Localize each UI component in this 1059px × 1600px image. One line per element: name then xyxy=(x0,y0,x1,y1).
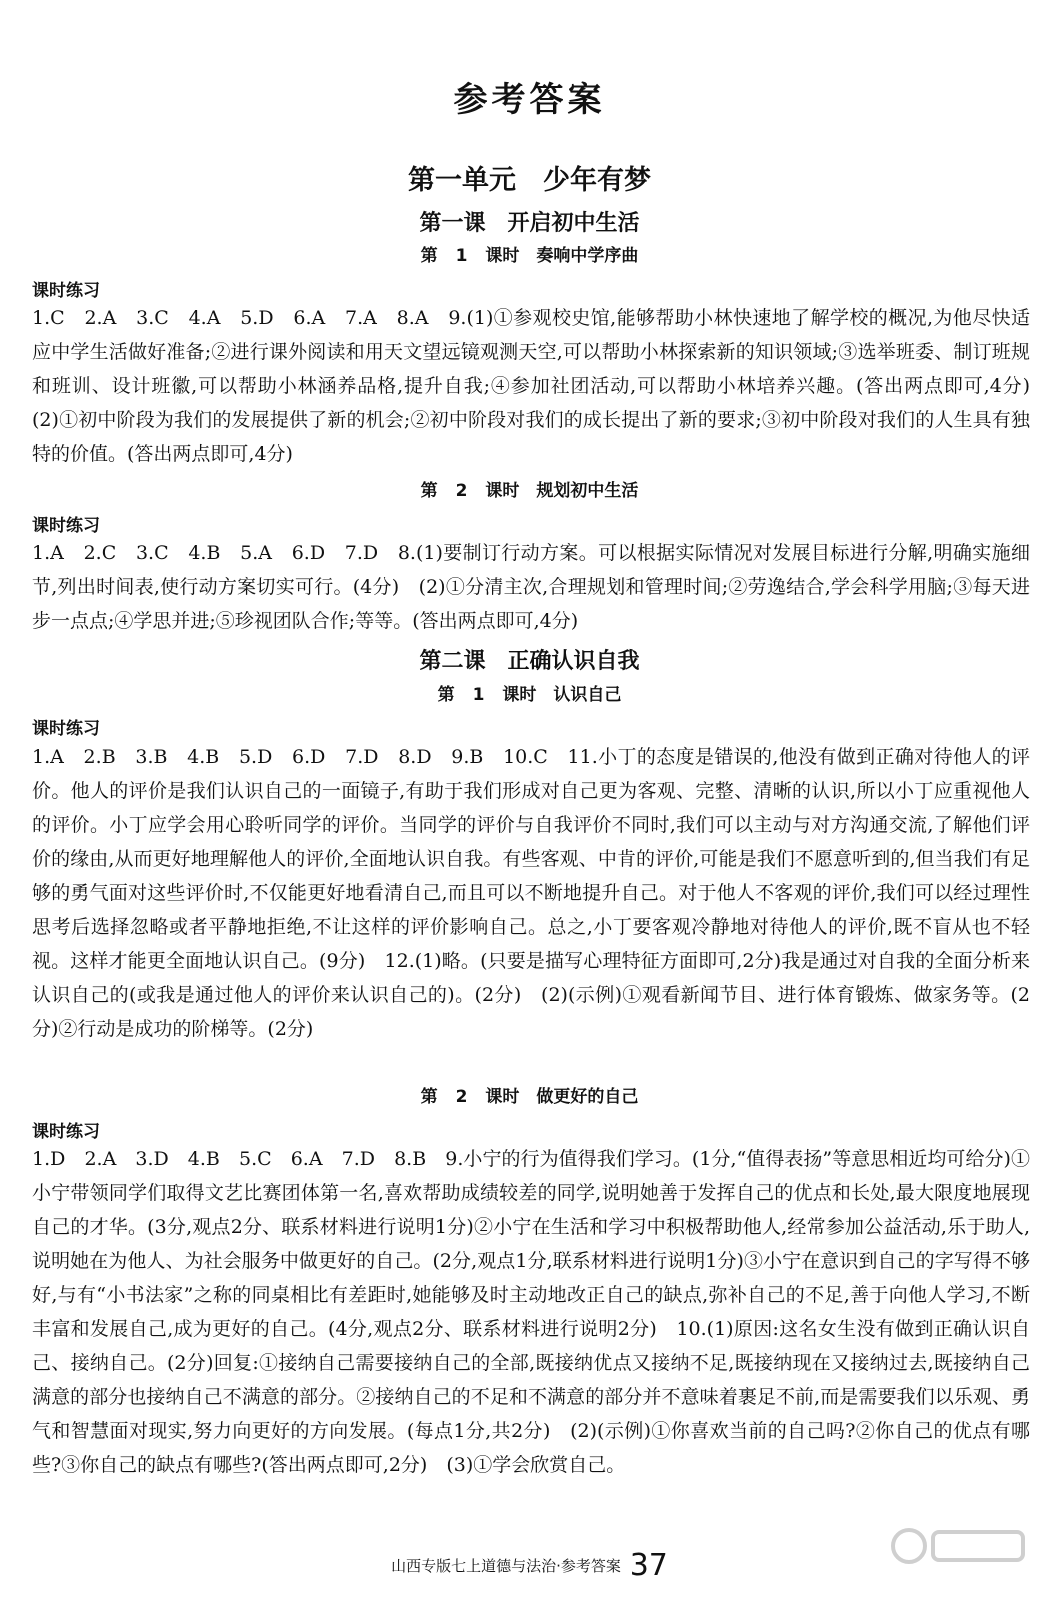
watermark-logo xyxy=(887,1516,1037,1580)
period-title: 第 2 课时 规划初中生活 xyxy=(420,481,639,501)
lesson-title: 第二课 正确认识自我 xyxy=(419,649,640,674)
page-number: 37 xyxy=(629,1548,668,1583)
answer-paragraph: 1.A 2.B 3.B 4.B 5.D 6.D 7.D 8.D 9.B 10.C 11.小丁的态度是错误的,他没有做到正确对待他人的评价。他人的评价是我们认识自己的一面镜子,有助于我们形成对自己更为客观、完整、清晰的认识,所以小丁应重视他人的评价。小丁应学会用心聆听同学的评价。当同学的评价与自我评价不同时,我们可以主动与对方沟通交流,了解他们评价的缘由,从而更好地理解他人的评价,全面地认识自我。有些客观、中肯的评价,可能是我们不愿意听到的,但当我们有足够的勇气面对这些评价时,不仅能更好地看清自己,而且可以不断地提升自己。对于他人不客观的评价,我们可以经过理性思考后选择忽略或者平静地拒绝,不让这样的评价影响自己。总之,小丁要客观冷静地对待他人的评价,既不盲从也不轻视。这样才能更全面地认识自己。(9分) 12.(1)略。(只要是描写心理特征方面即可,2分)我是通过对自我的全面分析来认识自己的(或我是通过他人的评价来认识自己的)。(2分) (2)(示例)①观看新闻节目、进行体育锻炼、做家务等。(2分)②行动是成功的阶梯等。(2分) xyxy=(32,746,1030,1040)
section-label: 课时练习 xyxy=(32,719,100,739)
period-title: 第 2 课时 做更好的自己 xyxy=(420,1087,639,1107)
lesson-title: 第一课 开启初中生活 xyxy=(419,211,640,236)
period-title: 第 1 课时 奏响中学序曲 xyxy=(420,246,639,266)
page-title: 参考答案 xyxy=(453,80,606,120)
unit-title: 第一单元 少年有梦 xyxy=(408,165,651,196)
answer-paragraph: 1.A 2.C 3.C 4.B 5.A 6.D 7.D 8.(1)要制订行动方案。可以根据实际情况对发展目标进行分解,明确实施细节,列出时间表,使行动方案切实可行。(4分) (2)①分清主次,合理规划和管理时间;②劳逸结合,学会科学用脑;③每天进步一点点;④学思并进;⑤珍视团队合作;等等。(答出两点即可,4分) xyxy=(32,542,1030,632)
footer-text: 山西专版七上道德与法治·参考答案 xyxy=(391,1557,621,1575)
period-title: 第 1 课时 认识自己 xyxy=(437,685,622,705)
section-label: 课时练习 xyxy=(32,516,100,536)
answer-paragraph: 1.C 2.A 3.C 4.A 5.D 6.A 7.A 8.A 9.(1)①参观校史馆,能够帮助小林快速地了解学校的概况,为他尽快适应中学生活做好准备;②进行课外阅读和用天文望远镜观测天空,可以帮助小林探索新的知识领域;③选举班委、制订班规和班训、设计班徽,可以帮助小林涵养品格,提升自我;④参加社团活动,可以帮助小林培养兴趣。(答出两点即可,4分) (2)①初中阶段为我们的发展提供了新的机会;②初中阶段对我们的成长提出了新的要求;③初中阶段对我们的人生具有独特的价值。(答出两点即可,4分) xyxy=(32,307,1050,465)
section-label: 课时练习 xyxy=(32,281,100,301)
answer-paragraph: 1.D 2.A 3.D 4.B 5.C 6.A 7.D 8.B 9.小宁的行为值得我们学习。(1分,“值得表扬”等意思相近均可给分)①小宁带领同学们取得文艺比赛团体第一名,喜欢帮助成绩较差的同学,说明她善于发挥自己的优点和长处,最大限度地展现自己的才华。(3分,观点2分、联系材料进行说明1分)②小宁在生活和学习中积极帮助他人,经常参加公益活动,乐于助人,说明她在为他人、为社会服务中做更好的自己。(2分,观点1分,联系材料进行说明1分)③小宁在意识到自己的字写得不够好,与有“小书法家”之称的同桌相比有差距时,她能够及时主动地改正自己的缺点,弥补自己的不足,善于向他人学习,不断丰富和发展自己,成为更好的自己。(4分,观点2分、联系材料进行说明2分) 10.(1)原因:这名女生没有做到正确认识自己、接纳自己。(2分)回复:①接纳自己需要接纳自己的全部,既接纳优点又接纳不足,既接纳现在又接纳过去,既接纳自己满意的部分也接纳自己不满意的部分。②接纳自己的不足和不满意的部分并不意味着裹足不前,而是需要我们以乐观、勇气和智慧面对现实,努力向更好的方向发展。(每点1分,共2分) (2)(示例)①你喜欢当前的自己吗?②你自己的优点有哪些?③你自己的缺点有哪些?(答出两点即可,2分) (3)①学会欣赏自己。 xyxy=(32,1148,1030,1476)
section-label: 课时练习 xyxy=(32,1122,100,1142)
